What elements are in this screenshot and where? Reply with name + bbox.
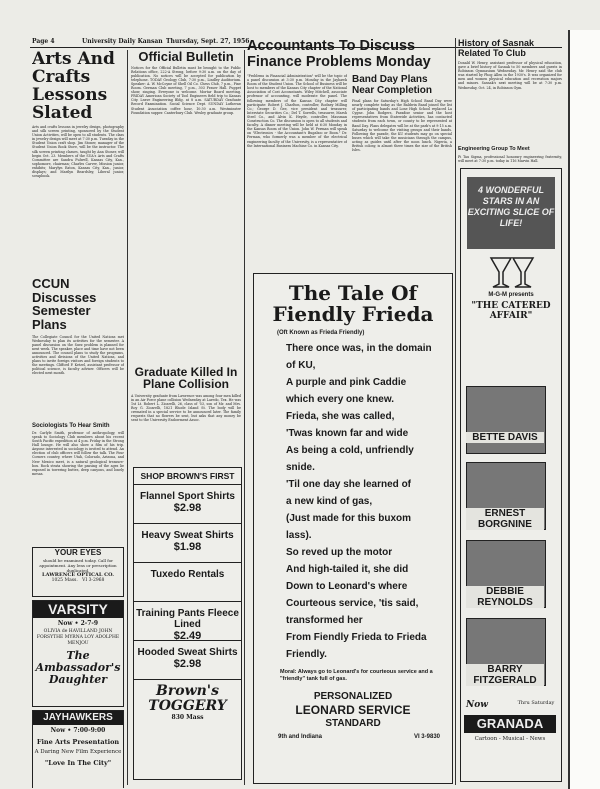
frieda-poem (286, 340, 452, 663)
bulletin-body: Notices for the Official Bulletin must be brought to the Public Relations office, 222-A Strong, before 9:30 a.m. on the day of publication. No notices will be accepted for publication by telephone. TODAY Geology Club, 7:30 p.m., Lindley Auditorium. Speaker: A. W. McCoyne of Shell Oil Co. Chess Club, 7 p.m., Pine Room. German Club meeting, 7 p.m., 303 Fraser Hall. Puppet show, singing. Everyone is welcome. Mortar Board meeting. FRIDAY American Society of Tool Engineers field trip to Kansas City. Leave Engineering Bldg. at 8 a.m. SATURDAY Graduate Record Examination. Social Science Dept. SUNDAY Lutheran Student Association coffee hour, 10:30 a.m. Westminster Foundation supper. Canterbury Club. Wesley graduate group. (131, 65, 241, 115)
poem-line: Courteous service, 'tis said, (286, 598, 419, 609)
browns-address: 830 Mass (171, 714, 204, 721)
poem-line: 'Til one day she learned of (286, 479, 412, 490)
browns-item (134, 485, 241, 524)
jayhawkers-fine-arts: Fine Arts Presentation (36, 737, 120, 746)
accountants-headline: Accountants To Discuss Finance Problems Monday (247, 38, 431, 70)
browns-item (134, 563, 241, 602)
varsity-times: Now • 2-7-9 (57, 619, 99, 627)
frieda-moral: Moral: Always go to Leonard's for courteous service and a "friendly" tank full of gas. (280, 669, 433, 682)
browns-items (134, 485, 241, 680)
browns-store: Brown's TOGGERY (148, 683, 227, 714)
sasnak-headline: History of Sasnak Related To Club (458, 38, 535, 58)
browns-item (134, 524, 241, 563)
poem-line: And high-tailed it, she did (286, 564, 409, 575)
graduate-body: A University graduate from Lawrence was among four men killed in an Air Force plane collision Wednesday at Laredo, Tex. He was 1st Lt. Robert L. Zicarelli, 26, class of '53, son of Mr. and Mrs. Roy G. Zicarelli, 1821 Rhode Island St. The body will be cremated in a special service to be announced later. The family requests that no flowers be sent, but asks that any money be sent to the University Endowment Assoc. (131, 393, 241, 423)
poem-line: (Just made for this buxom (286, 513, 412, 524)
page-number: Page 4 (32, 38, 55, 45)
sociologists-body: Dr. Carlyle Smith, professor of anthropology, will speak to Sociology Club members about his recent South Pacific expedition at 4 p.m. Friday in the Strong Hall lounge. He will also show a film of his trip. Anyone interested in sociology is invited to attend. An election of club officers will follow the talk. The Four Corners country, where Utah, Colorado, Arizona, and New Mexico meet, is a natural geological treasure-box. Rock strata showing the passing of the ages lie exposed in towering buttes, deep canyons, and lonely mesas. (32, 430, 124, 476)
poem-line: There once was, in the domain (286, 343, 432, 354)
adjacent-page-edge (568, 30, 600, 789)
leonard-line-1: PERSONALIZED (313, 691, 393, 702)
poem-line: a new kind of gas, (286, 496, 373, 507)
varsity-stars: OLIVIA de HAVILLAND JOHN FORSYTHE MYRNA LOY ADOLPHE MENJOU (36, 628, 120, 646)
varsity-title: VARSITY (33, 601, 123, 618)
optical-phone: VI 3-2968 (82, 577, 105, 583)
champagne-glasses-icon (461, 252, 561, 292)
frieda-subtitle: (Oft Known as Frieda Friendly) (277, 330, 365, 336)
browns-item-name: Heavy Sweat Shirts (141, 530, 234, 541)
engineering-headline: Engineering Group To Meet (458, 146, 530, 152)
browns-item-name: Flannel Sport Shirts (139, 491, 235, 502)
accountants-body: "Problems in Financial Administration" will be the topic of a panel discussion at 3:30 p.m. Monday in the Jayhawk Room of the Student Union. The School of Business will be host to members of the Kansas City chapter of the National Association of Cost Accountants. Wiley Mitchell, associate professor of accounting, will moderate the panel. The following members of the Kansas City chapter will participate: Robert J. Charlton, controller, Rodney Milling Co.; George D. Gee, vice president and treasurer, Interstate Securities Co.; Del T. Sorrells, treasurer, Marsh Steel Co., and Alvin K. Heyde, controller, Massman Construction Co. The discussion is open to all students and faculty. A dinner meeting will be held at 6:30 Monday in the Kansas Room of the Union. John W. Ferman will speak on "Electronics - the Accountant's Bugaboo or Boon." Dr. Ferman, who formerly was a member of the electrical engineering faculty of the University, is a representative of the International Business Machine Co. in Kansas City. (247, 74, 347, 148)
optical-company: LAWRENCE OPTICAL CO. (42, 571, 114, 578)
band-body: Final plans for Saturday's High School Band Day were nearly complete today as the Baldwin Band joined the list of participating bands and Lone High School replaced La Cygne. John Rodgers, Paradise senior and the host representatives from Statewide Activities, has contacted students from each town, or county to be represented at Band Day. Plans delegates will be at the park's at 9:15 a.m. Saturday to welcome the visiting groups and their bands. Following the parade, the KU students may go on special buses which will take the musicians through the campus, acting as guides until after the noon lunch. Nigeria, a British colony, is almost three times the size of the British Isles. (352, 99, 452, 153)
column-rule (244, 50, 245, 785)
poem-line: lass). (286, 530, 312, 541)
column-rule (455, 38, 456, 785)
star-photo (466, 386, 546, 454)
leonard-line-2: LEONARD SERVICE (295, 703, 411, 717)
column-1 (32, 50, 124, 788)
varsity-ad (32, 600, 124, 707)
optical-body: should be examined today. Call for appointment. Any lens or prescription duplicated. (39, 557, 117, 573)
poem-line: 'Twas known far and wide (286, 428, 409, 439)
browns-item (134, 602, 241, 641)
browns-item-price: $2.98 (173, 658, 202, 670)
leonard-line-3: STANDARD (325, 718, 381, 729)
ccun-body: The Collegiate Council for the United Nations met Wednesday to plan its activities for the semester. A panel discussion on the Suez problem is planned for next week. The speaker, place and time have not been announced. The council plans to study the programs, activities and divisions of the United Nations, and plans to invite foreign visitors and foreign students to the meetings. Clifford P. Ketzel, assistant professor of political science, is faculty adviser. Officers will be elected next month. (32, 334, 124, 376)
browns-item-price: $2.49 (173, 630, 202, 642)
granada-now: Now (466, 700, 488, 710)
jayhawkers-title: JAYHAWKERS (33, 711, 123, 725)
leonard-address: 9th and Indiana (278, 734, 323, 740)
frieda-ad (253, 273, 453, 784)
poem-line: From Fiendly Frieda to Frieda (286, 632, 427, 643)
arts-body: Arts and crafts lessons in jewelry design, photography and silk screen printing, sponsored by the Student Union Activities, will be open to all students. The class in jewelry design will meet at 7:30 p.m. Tuesday in the Student Union craft shop. Jim Stoner, manager of the Student Union Book Store, will be the instructor. The silk screen printing classes, taught by Ann Stoner, will begin Oct. 23. Members of the SUA's Arts and Crafts Committee are Sandra Fulwell, Kansas City, Kan., sophomore, chairman; Charles Carver, Mission junior, exhibits; Marylyn Eaton, Kansas City, Kan., junior, displays; and Marilyn Beardsley, Liberal junior, scrapbook. (32, 125, 124, 179)
browns-item (134, 641, 241, 680)
browns-title: SHOP BROWN'S FIRST (134, 468, 241, 485)
ccun-headline: CCUN Discusses Semester Plans (32, 276, 97, 332)
poem-line: which every one knew. (286, 394, 395, 405)
star-name: BARRY FITZGERALD (466, 664, 544, 686)
sasnak-body: Donald W. Henry, assistant professor of physical education, gave a brief history of Sasnak to 50 members and guests in Robinson Gymnasium Wednesday. Mr. Henry said the club was started by Phog Allen in the 1930's. It was organized for men and women physical education and recreation majors and minors. Sasnak's next meeting will be at 7:30 p.m. Wednesday, Oct. 24, in Robinson Gym. (458, 61, 562, 90)
granada-studio: M-G-M presents (488, 292, 534, 298)
jayhawkers-times: Now • 7:00-9:00 (50, 726, 106, 734)
sociologists-headline: Sociologists To Hear Smith (32, 422, 110, 429)
granada-tagline: 4 WONDERFUL STARS IN AN EXCITING SLICE OF LIFE! (467, 177, 555, 249)
issue-date: Thursday, Sept. 27, 1956 (166, 38, 250, 45)
granada-extras: Cartoon - Musical - News (474, 736, 546, 742)
poem-line: Friendly. (286, 649, 327, 660)
paper-name: University Daily Kansan (82, 38, 163, 45)
poem-line: Frieda, she was called, (286, 411, 395, 422)
varsity-film: The Ambassador's Daughter (35, 648, 121, 686)
poem-line: A purple and pink Caddie (286, 377, 407, 388)
optical-ad (32, 547, 124, 597)
bulletin-headline: Official Bulletin (138, 50, 234, 64)
poem-line: So reved up the motor (286, 547, 393, 558)
arts-headline: Arts And Crafts Lessons Slated (32, 50, 115, 123)
band-day-story (352, 74, 452, 268)
poem-line: snide. (286, 462, 315, 473)
engineering-body: Pi Tau Sigma, professional honorary engineering fraternity, will meet at 7:30 p.m. today in 116 Marvin Hall. (458, 154, 562, 163)
star-name: ERNEST BORGNINE (466, 508, 544, 530)
granada-thru: Thru Saturday (517, 700, 555, 706)
granada-theater: GRANADA (464, 715, 556, 733)
poem-line: transformed her (286, 615, 363, 626)
frieda-title: The Tale Of Fiendly Frieda (272, 281, 434, 326)
jayhawkers-film: "Love In The City" (44, 758, 112, 767)
poem-line: As being a cold, unfriendly (286, 445, 414, 456)
granada-film: "THE CATERED AFFAIR" (471, 301, 551, 321)
browns-item-price: $2.98 (173, 502, 202, 514)
optical-title: YOUR EYES (54, 547, 102, 557)
jayhawkers-desc: A Daring New Film Experience (34, 748, 122, 755)
optical-address: 1025 Mass. (51, 577, 78, 583)
band-headline: Band Day Plans Near Completion (352, 74, 433, 96)
leonard-phone: VI 3-9830 (413, 734, 440, 740)
browns-item-name: Hooded Sweat Shirts (137, 647, 238, 658)
jayhawkers-ad (32, 710, 124, 788)
star-name: BETTE DAVIS (466, 432, 544, 443)
star-name: DEBBIE REYNOLDS (466, 586, 544, 608)
browns-item-name: Tuxedo Rentals (150, 569, 225, 580)
poem-line: Down to Leonard's where (286, 581, 408, 592)
column-rule (127, 50, 128, 785)
graduate-headline: Graduate Killed In Plane Collision (134, 364, 238, 392)
poem-line: of KU, (286, 360, 316, 371)
browns-item-name: Training Pants Fleece Lined (136, 608, 239, 630)
browns-ad (133, 467, 242, 780)
browns-item-price: $1.98 (173, 541, 202, 553)
